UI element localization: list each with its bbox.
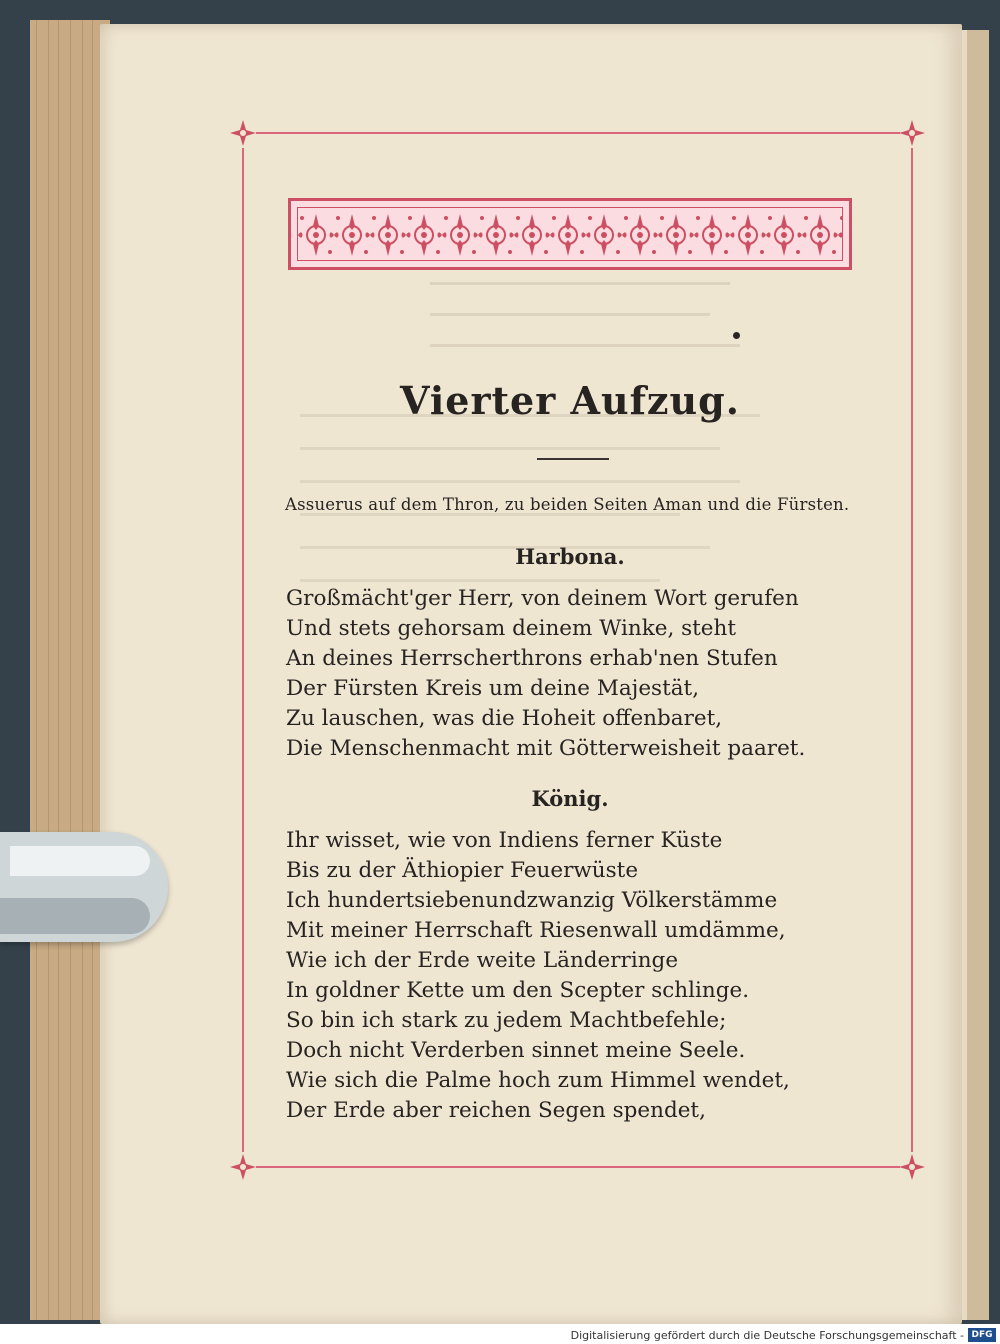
- verse-line: Der Fürsten Kreis um deine Majestät,: [286, 676, 700, 701]
- frame-right-line: [911, 148, 913, 1152]
- banner-pattern-icon: [298, 208, 843, 261]
- verse-line: Und stets gehorsam deinem Winke, steht: [286, 616, 736, 641]
- frame-top-line: [256, 132, 900, 134]
- verse-line: Ihr wisset, wie von Indiens ferner Küste: [286, 828, 723, 853]
- dfg-logo: DFG: [968, 1328, 996, 1342]
- verse-line: Ich hundertsiebenundzwanzig Völkerstämme: [286, 888, 778, 913]
- show-through-texture: [430, 254, 750, 374]
- banner-inner-border: [297, 207, 843, 261]
- speaker-harbona: Harbona.: [515, 544, 625, 569]
- glass-page-holder: [0, 832, 168, 942]
- footer-bar: [0, 1324, 1000, 1344]
- stage-direction: Assuerus auf dem Thron, zu beiden Seiten Aman und die Fürsten.: [285, 495, 850, 514]
- verse-line: An deines Herrscherthrons erhab'nen Stufen: [286, 646, 778, 671]
- corner-ornament-icon: [228, 118, 258, 148]
- frame-left-line: [242, 148, 244, 1152]
- ink-speck: [733, 332, 740, 339]
- frame-bottom-line: [256, 1166, 900, 1168]
- page-edge-line: [36, 20, 37, 1320]
- verse-line: Mit meiner Herrschaft Riesenwall umdämme,: [286, 918, 786, 943]
- corner-ornament-icon: [897, 118, 927, 148]
- verse-line: Wie sich die Palme hoch zum Himmel wendet,: [286, 1068, 790, 1093]
- page-edge-line: [82, 20, 83, 1320]
- verse-line: So bin ich stark zu jedem Machtbefehle;: [286, 1008, 727, 1033]
- verse-block-harbona: [286, 584, 805, 764]
- ornamental-banner: [288, 198, 852, 270]
- act-title-underline: [537, 458, 609, 460]
- verse-line: Zu lauschen, was die Hoheit offenbaret,: [286, 706, 723, 731]
- verse-line: In goldner Kette um den Scepter schlinge.: [286, 978, 750, 1003]
- verse-line: Die Menschenmacht mit Götterweisheit paaret.: [286, 736, 806, 761]
- verse-line: Der Erde aber reichen Segen spendet,: [286, 1098, 706, 1123]
- footer-credit: Digitalisierung gefördert durch die Deutsche Forschungsgemeinschaft -: [570, 1329, 964, 1342]
- corner-ornament-icon: [228, 1152, 258, 1182]
- facing-page-shadow: [967, 30, 989, 1320]
- verse-line: Großmächt'ger Herr, von deinem Wort gerufen: [286, 586, 799, 611]
- page-edge-line: [70, 20, 71, 1320]
- speaker-koenig: König.: [531, 786, 609, 811]
- page-edge-line: [48, 20, 49, 1320]
- verse-line: Wie ich der Erde weite Länderringe: [286, 948, 679, 973]
- act-title: Vierter Aufzug.: [400, 378, 740, 423]
- verse-block-koenig: [286, 826, 790, 1126]
- glass-holder-highlight: [10, 846, 150, 876]
- glass-holder-shadow: [0, 898, 150, 934]
- book-page-edges: [30, 20, 110, 1320]
- page-edge-line: [92, 20, 93, 1320]
- verse-line: Bis zu der Äthiopier Feuerwüste: [286, 858, 639, 883]
- page-edge-line: [58, 20, 59, 1320]
- verse-line: Doch nicht Verderben sinnet meine Seele.: [286, 1038, 746, 1063]
- corner-ornament-icon: [897, 1152, 927, 1182]
